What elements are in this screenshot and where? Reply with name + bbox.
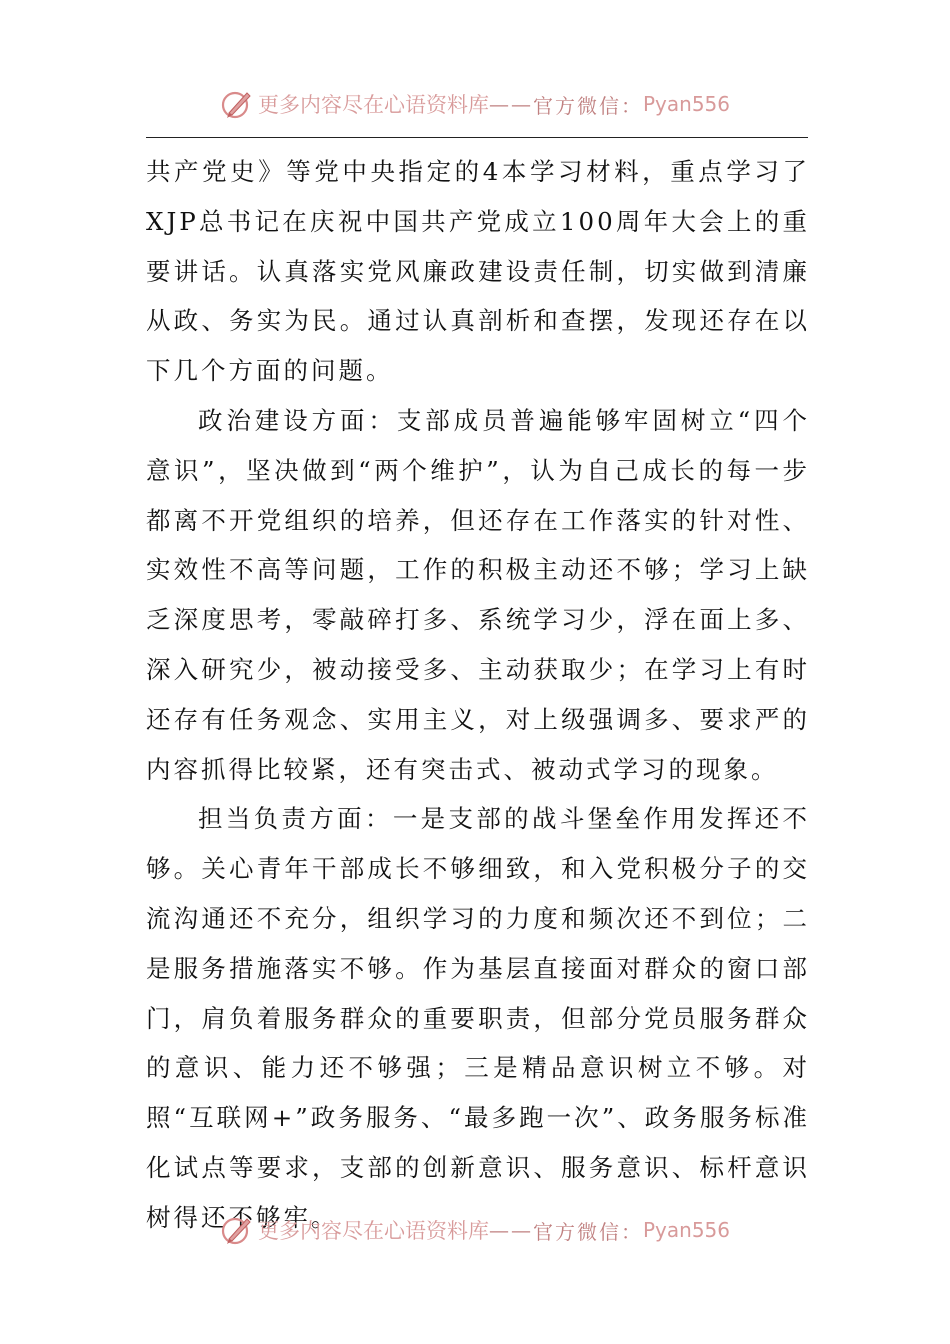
document-body (146, 147, 810, 1243)
banner-dash: —— (488, 1218, 533, 1242)
banner-wechat-id: Pyan556 (642, 92, 730, 116)
paragraph-continuation: 共产党史》等党中央指定的4本学习材料，重点学习了XJP总书记在庆祝中国共产党成立100周年大会上的重要讲话。认真落实党风廉政建设责任制，切实做到清廉从政、务实为民。通过认真剖析和查摆，发现还存在以下几个方面的问题。 (146, 157, 810, 386)
pen-logo-icon (220, 1213, 254, 1247)
header-divider (146, 137, 808, 138)
header-banner (0, 84, 950, 124)
banner-dash: —— (488, 92, 533, 116)
banner-wechat-label: 官方微信： (532, 1219, 643, 1244)
banner-wechat-label: 官方微信： (532, 93, 643, 118)
footer-banner (0, 1210, 950, 1250)
paragraph-political-construction: 政治建设方面：支部成员普遍能够牢固树立“四个意识”，坚决做到“两个维护”，认为自己成长的每一步都离不开党组织的培养，但还存在工作落实的针对性、实效性不高等问题，工作的积极主动还不够；学习上缺乏深度思考，零敲碎打多、系统学习少，浮在面上多、深入研究少，被动接受多、主动获取少；在学习上有时还存有任务观念、实用主义，对上级强调多、要求严的内容抓得比较紧，还有突击式、被动式学习的现象。 (146, 405, 810, 784)
banner-main-text: 更多内容尽在心语资料库 (257, 93, 489, 117)
banner-wechat-id: Pyan556 (642, 1218, 730, 1242)
pen-logo-icon (220, 87, 254, 121)
banner-main-text: 更多内容尽在心语资料库 (257, 1219, 489, 1243)
paragraph-responsibility: 担当负责方面：一是支部的战斗堡垒作用发挥还不够。关心青年干部成长不够细致，和入党积极分子的交流沟通还不充分，组织学习的力度和频次还不到位；二是服务措施落实不够。作为基层直接面对群众的窗口部门，肩负着服务群众的重要职责，但部分党员服务群众的意识、能力还不够强；三是精品意识树立不够。对照“互联网+”政务服务、“最多跑一次”、政务服务标准化试点等要求，支部的创新意识、服务意识、标杆意识树得还不够牢。 (146, 804, 810, 1232)
